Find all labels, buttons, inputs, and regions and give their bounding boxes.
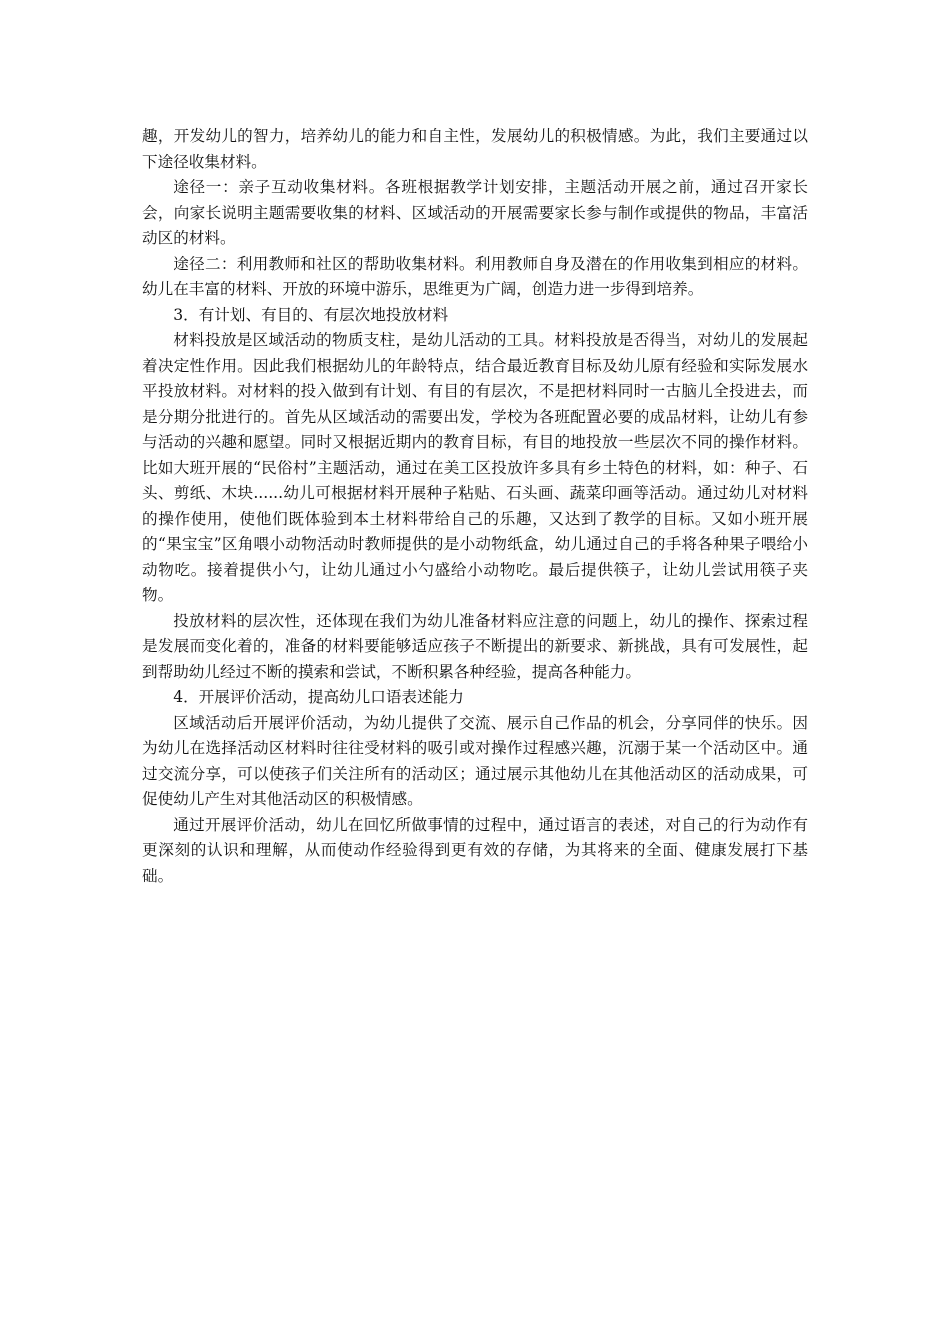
section-heading-3: 3．有计划、有目的、有层次地投放材料 (173, 305, 449, 324)
paragraph-continuation: 趣，开发幼儿的智力，培养幼儿的能力和自主性，发展幼儿的积极情感。为此，我们主要通过以下途径收集材料。 (142, 127, 808, 171)
paragraph-route-two: 途径二：利用教师和社区的帮助收集材料。利用教师自身及潜在的作用收集到相应的材料。幼儿在丰富的材料、开放的环境中游乐，思维更为广阔，创造力进一步得到培养。 (142, 254, 808, 298)
paragraph-route-one: 途径一：亲子互动收集材料。各班根据教学计划安排，主题活动开展之前，通过召开家长会，向家长说明主题需要收集的材料、区域活动的开展需要家长参与制作或提供的物品，丰富活动区的材料。 (142, 178, 808, 247)
paragraph-evaluation: 区域活动后开展评价活动，为幼儿提供了交流、展示自己作品的机会，分享同伴的快乐。因为幼儿在选择活动区材料时往往受材料的吸引或对操作过程感兴趣，沉溺于某一个活动区中。通过交流分享，可以使孩子们关注所有的活动区；通过展示其他幼儿在其他活动区的活动成果，可促使幼儿产生对其他活动区的积极情感。 (142, 713, 808, 808)
paragraph-conclusion: 通过开展评价活动，幼儿在回忆所做事情的过程中，通过语言的表述，对自己的行为动作有更深刻的认识和理解，从而使动作经验得到更有效的存储，为其将来的全面、健康发展打下基础。 (142, 815, 808, 885)
paragraph-material-levels: 投放材料的层次性，还体现在我们为幼儿准备材料应注意的问题上，幼儿的操作、探索过程是发展而变化着的，准备的材料要能够适应孩子不断提出的新要求、新挑战，具有可发展性，起到帮助幼儿经过不断的摸索和尝试，不断积累各种经验，提高各种能力。 (142, 611, 808, 681)
paragraph-material-placement: 材料投放是区域活动的物质支柱，是幼儿活动的工具。材料投放是否得当，对幼儿的发展起着决定性作用。因此我们根据幼儿的年龄特点，结合最近教育目标及幼儿原有经验和实际发展水平投放材料。对材料的投入做到有计划、有目的有层次，不是把材料同时一古脑儿全投进去，而是分期分批进行的。首先从区域活动的需要出发，学校为各班配置必要的成品材料，让幼儿有参与活动的兴趣和愿望。同时又根据近期内的教育目标，有目的地投放一些层次不同的操作材料。比如大班开展的“民俗村”主题活动，通过在美工区投放许多具有乡土特色的材料，如：种子、石头、剪纸、木块......幼儿可根据材料开展种子粘贴、石头画、蔬菜印画等活动。通过幼儿对材料的操作使用，使他们既体验到本土材料带给自己的乐趣，又达到了教学的目标。又如小班开展的“果宝宝”区角喂小动物活动时教师提供的是小动物纸盒，幼儿通过自己的手将各种果子喂给小动物吃。接着提供小勺，让幼儿通过小勺盛给小动物吃。最后提供筷子，让幼儿尝试用筷子夹物。 (142, 331, 808, 604)
document-body (142, 124, 808, 889)
section-heading-4: 4．开展评价活动，提高幼儿口语表述能力 (173, 688, 464, 706)
